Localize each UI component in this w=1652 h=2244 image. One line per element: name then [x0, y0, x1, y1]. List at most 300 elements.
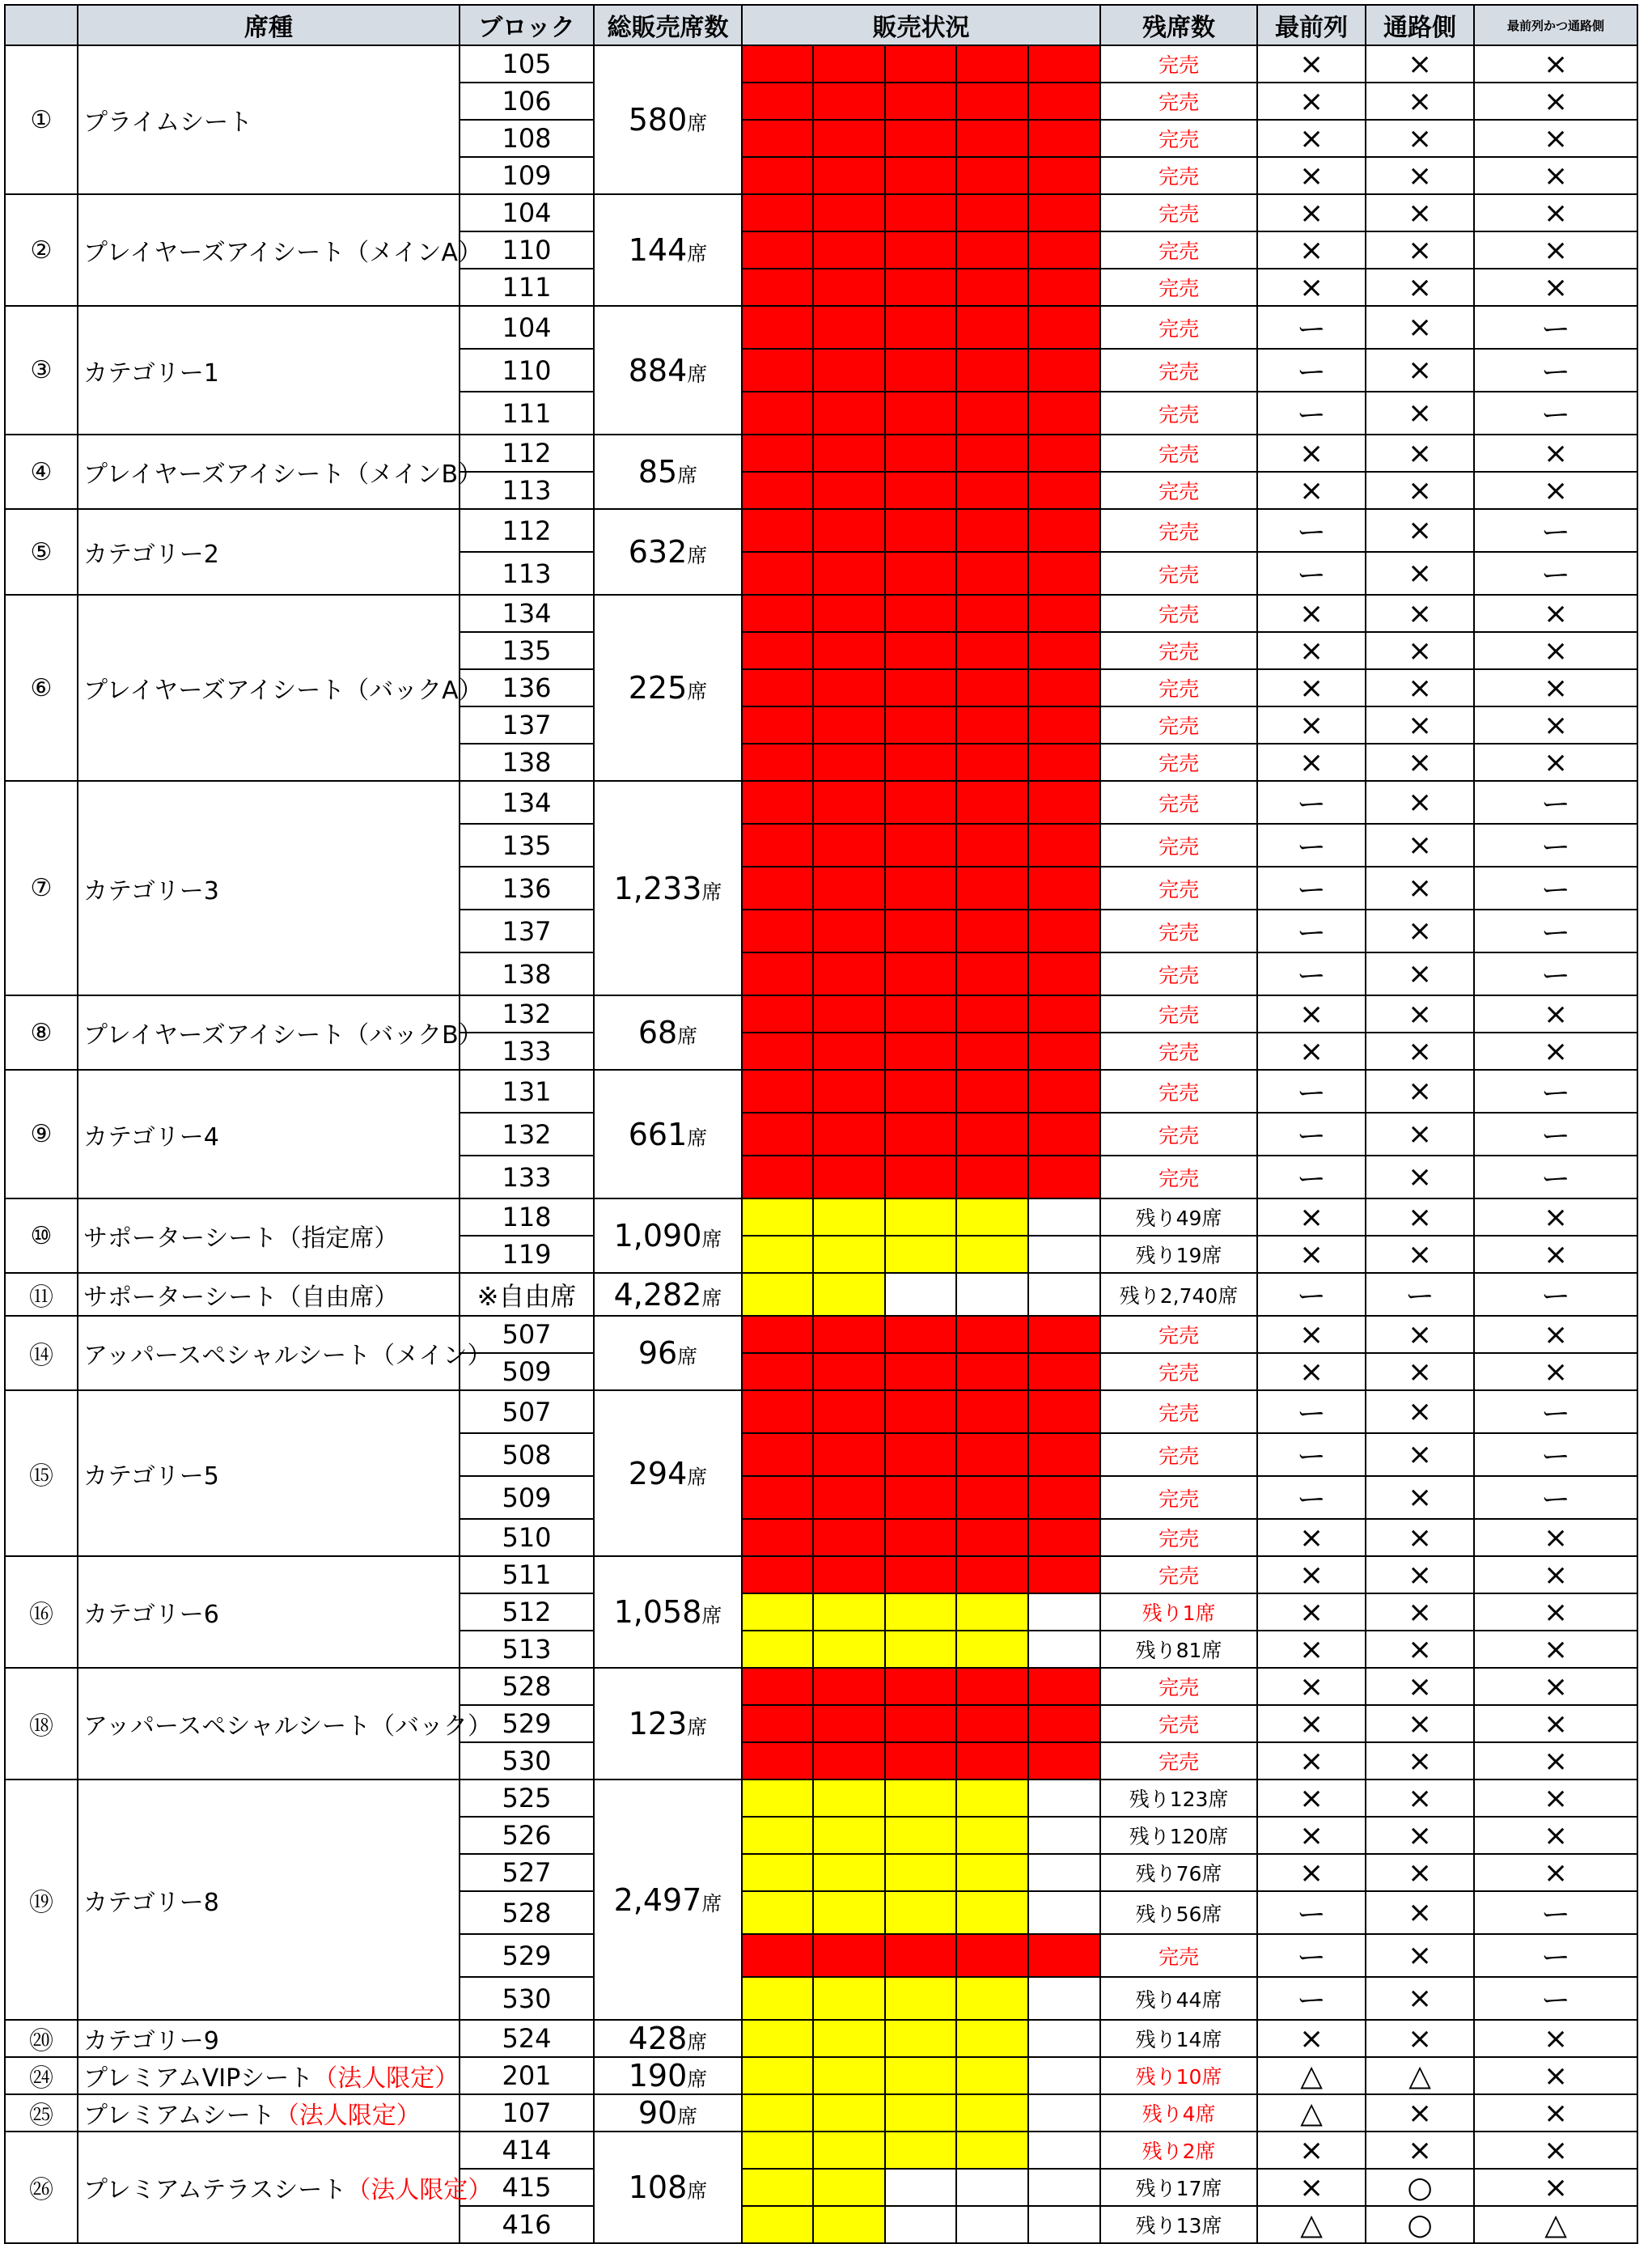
- aisle-mark: ×: [1366, 1817, 1474, 1854]
- status-cell: [885, 2057, 956, 2094]
- status-cell: [813, 867, 885, 910]
- front-row-mark: ×: [1257, 157, 1366, 194]
- remaining-seats: 完売: [1100, 867, 1257, 910]
- remaining-seats: 完売: [1100, 952, 1257, 995]
- status-cell: [1028, 1854, 1100, 1891]
- status-cell: [813, 595, 885, 632]
- total-seats-cell: [594, 435, 742, 509]
- seat-type-cell: [78, 1390, 460, 1556]
- front-row-mark: ー: [1257, 1977, 1366, 2020]
- status-cell: [742, 2169, 813, 2206]
- status-cell: [1028, 744, 1100, 781]
- aisle-mark: ×: [1366, 824, 1474, 867]
- status-cell: [885, 83, 956, 120]
- status-cell: [885, 910, 956, 952]
- status-cell: [956, 2094, 1028, 2132]
- remaining-seats: 完売: [1100, 1390, 1257, 1433]
- status-cell: [885, 120, 956, 157]
- remaining-seats: 完売: [1100, 231, 1257, 269]
- seat-type-cell: [78, 2057, 460, 2094]
- aisle-mark: ×: [1366, 952, 1474, 995]
- header-total: 総販売席数: [594, 5, 742, 45]
- status-cell: [956, 744, 1028, 781]
- seat-number: ⑱: [5, 1668, 78, 1780]
- header-num: [5, 5, 78, 45]
- front-row-mark: ×: [1257, 1593, 1366, 1631]
- front-row-mark: ー: [1257, 509, 1366, 552]
- remaining-seats: 残り2,740席: [1100, 1273, 1257, 1316]
- status-cell: [956, 1556, 1028, 1593]
- aisle-mark: ×: [1366, 1780, 1474, 1817]
- front-aisle-mark: ×: [1474, 1742, 1637, 1780]
- seat-type-name: プレイヤーズアイシート（メインA）: [83, 239, 483, 267]
- seat-number: ⑨: [5, 1070, 78, 1198]
- total-seats-cell: [594, 2057, 742, 2094]
- block-number: 507: [460, 1316, 594, 1353]
- status-cell: [885, 1433, 956, 1476]
- status-cell: [813, 1390, 885, 1433]
- status-cell: [742, 472, 813, 509]
- remaining-seats: 完売: [1100, 669, 1257, 706]
- seat-type-name: カテゴリー5: [83, 1461, 219, 1491]
- header-aisle: 通路側: [1366, 5, 1474, 45]
- total-seats-unit: 席: [701, 1228, 722, 1251]
- block-number: 138: [460, 744, 594, 781]
- status-cell: [1028, 1390, 1100, 1433]
- total-seats-value: 96: [638, 1335, 678, 1371]
- remaining-seats: 完売: [1100, 509, 1257, 552]
- front-aisle-mark: ×: [1474, 1854, 1637, 1891]
- remaining-seats: 完売: [1100, 349, 1257, 392]
- block-number: 414: [460, 2132, 594, 2169]
- front-aisle-mark: ー: [1474, 910, 1637, 952]
- total-seats-value: 1,058: [613, 1594, 702, 1630]
- total-seats-unit: 席: [677, 1024, 698, 1048]
- block-number: 119: [460, 1236, 594, 1273]
- status-cell: [742, 1780, 813, 1817]
- front-aisle-mark: ー: [1474, 867, 1637, 910]
- status-cell: [885, 1668, 956, 1705]
- front-row-mark: ×: [1257, 1316, 1366, 1353]
- table-row: [5, 45, 1637, 83]
- total-seats-value: 225: [628, 670, 688, 706]
- status-cell: [813, 952, 885, 995]
- status-cell: [813, 1198, 885, 1236]
- block-number: 110: [460, 231, 594, 269]
- status-cell: [813, 2206, 885, 2243]
- total-seats-unit: 席: [687, 2179, 708, 2203]
- total-seats-unit: 席: [687, 1126, 708, 1150]
- aisle-mark: ×: [1366, 1742, 1474, 1780]
- front-row-mark: ー: [1257, 781, 1366, 824]
- block-number: 113: [460, 552, 594, 595]
- header-seat-type: 席種: [78, 5, 460, 45]
- status-cell: [885, 2206, 956, 2243]
- status-cell: [1028, 1113, 1100, 1156]
- front-aisle-mark: ×: [1474, 1236, 1637, 1273]
- status-cell: [885, 669, 956, 706]
- status-cell: [1028, 1668, 1100, 1705]
- status-cell: [1028, 1705, 1100, 1742]
- aisle-mark: △: [1366, 2057, 1474, 2094]
- table-row: [5, 1668, 1637, 1705]
- status-cell: [1028, 1519, 1100, 1556]
- total-seats-cell: [594, 1390, 742, 1556]
- header-front-row: 最前列: [1257, 5, 1366, 45]
- total-seats-cell: [594, 595, 742, 781]
- front-row-mark: ×: [1257, 269, 1366, 306]
- status-cell: [1028, 1198, 1100, 1236]
- total-seats-unit: 席: [687, 1465, 708, 1489]
- block-number: 524: [460, 2020, 594, 2057]
- front-row-mark: ×: [1257, 632, 1366, 669]
- remaining-seats: 完売: [1100, 1705, 1257, 1742]
- status-cell: [956, 435, 1028, 472]
- front-aisle-mark: ×: [1474, 595, 1637, 632]
- status-cell: [1028, 194, 1100, 231]
- status-cell: [742, 867, 813, 910]
- status-cell: [1028, 824, 1100, 867]
- remaining-seats: 完売: [1100, 435, 1257, 472]
- front-row-mark: ×: [1257, 2169, 1366, 2206]
- front-row-mark: ×: [1257, 1705, 1366, 1742]
- status-cell: [956, 824, 1028, 867]
- status-cell: [742, 83, 813, 120]
- aisle-mark: ×: [1366, 595, 1474, 632]
- status-cell: [956, 1631, 1028, 1668]
- remaining-seats: 残り14席: [1100, 2020, 1257, 2057]
- status-cell: [1028, 1273, 1100, 1316]
- status-cell: [1028, 552, 1100, 595]
- status-cell: [813, 910, 885, 952]
- status-cell: [813, 120, 885, 157]
- status-cell: [1028, 2020, 1100, 2057]
- total-seats-cell: [594, 2020, 742, 2057]
- status-cell: [956, 669, 1028, 706]
- seat-type-cell: [78, 435, 483, 509]
- front-row-mark: ー: [1257, 1113, 1366, 1156]
- front-aisle-mark: ×: [1474, 2094, 1637, 2132]
- status-cell: [813, 669, 885, 706]
- status-cell: [1028, 435, 1100, 472]
- aisle-mark: ×: [1366, 392, 1474, 435]
- status-cell: [885, 306, 956, 349]
- block-number: 528: [460, 1891, 594, 1934]
- front-aisle-mark: ×: [1474, 1316, 1637, 1353]
- status-cell: [813, 2169, 885, 2206]
- seat-type-name: カテゴリー8: [83, 1888, 219, 1917]
- front-row-mark: ×: [1257, 83, 1366, 120]
- table-row: [5, 781, 1637, 824]
- status-cell: [813, 781, 885, 824]
- table-row: [5, 306, 1637, 349]
- status-cell: [885, 1316, 956, 1353]
- status-cell: [1028, 867, 1100, 910]
- aisle-mark: ×: [1366, 306, 1474, 349]
- status-cell: [813, 1668, 885, 1705]
- remaining-seats: 完売: [1100, 1519, 1257, 1556]
- status-cell: [956, 392, 1028, 435]
- aisle-mark: ×: [1366, 1593, 1474, 1631]
- front-row-mark: ×: [1257, 1854, 1366, 1891]
- front-aisle-mark: ×: [1474, 706, 1637, 744]
- status-cell: [813, 472, 885, 509]
- status-cell: [742, 1742, 813, 1780]
- status-cell: [742, 1854, 813, 1891]
- status-cell: [813, 306, 885, 349]
- front-row-mark: ー: [1257, 1433, 1366, 1476]
- status-cell: [956, 1593, 1028, 1631]
- status-cell: [956, 1977, 1028, 2020]
- status-cell: [956, 1113, 1028, 1156]
- remaining-seats: 完売: [1100, 706, 1257, 744]
- aisle-mark: ×: [1366, 1891, 1474, 1934]
- aisle-mark: ×: [1366, 1433, 1474, 1476]
- status-cell: [885, 952, 956, 995]
- seat-type-cell: [78, 1556, 460, 1668]
- aisle-mark: ×: [1366, 1668, 1474, 1705]
- seat-type-cell: [78, 1668, 493, 1780]
- seat-type-name: サポーターシート（自由席）: [83, 1283, 399, 1312]
- aisle-mark: ×: [1366, 1198, 1474, 1236]
- seat-type-name: サポーターシート（指定席）: [83, 1224, 399, 1253]
- remaining-seats: 完売: [1100, 1033, 1257, 1070]
- status-cell: [1028, 269, 1100, 306]
- front-row-mark: ×: [1257, 1780, 1366, 1817]
- status-cell: [885, 552, 956, 595]
- front-row-mark: ×: [1257, 706, 1366, 744]
- front-aisle-mark: ×: [1474, 1519, 1637, 1556]
- total-seats-unit: 席: [687, 362, 708, 386]
- block-number: 110: [460, 349, 594, 392]
- status-cell: [885, 1934, 956, 1977]
- block-number: 109: [460, 157, 594, 194]
- block-number: 111: [460, 392, 594, 435]
- seat-number: ⑩: [5, 1198, 78, 1273]
- status-cell: [956, 1070, 1028, 1113]
- remaining-seats: 完売: [1100, 1070, 1257, 1113]
- seat-type-cell: [78, 2132, 493, 2243]
- total-seats-value: 580: [628, 102, 688, 138]
- status-cell: [956, 2206, 1028, 2243]
- status-cell: [742, 349, 813, 392]
- status-cell: [956, 231, 1028, 269]
- front-aisle-mark: ×: [1474, 1631, 1637, 1668]
- seat-number: ②: [5, 194, 78, 306]
- status-cell: [742, 1316, 813, 1353]
- status-cell: [742, 1631, 813, 1668]
- header-status: 販売状況: [742, 5, 1100, 45]
- seat-type-cell: [78, 1273, 460, 1316]
- total-seats-cell: [594, 2132, 742, 2243]
- remaining-seats: 完売: [1100, 1668, 1257, 1705]
- front-row-mark: ×: [1257, 1742, 1366, 1780]
- aisle-mark: ×: [1366, 1070, 1474, 1113]
- aisle-mark: ×: [1366, 1977, 1474, 2020]
- status-cell: [1028, 1236, 1100, 1273]
- remaining-seats: 残り123席: [1100, 1780, 1257, 1817]
- status-cell: [1028, 83, 1100, 120]
- table-row: [5, 1556, 1637, 1593]
- table-row: [5, 194, 1637, 231]
- seat-number: ㉖: [5, 2132, 78, 2243]
- block-number: 415: [460, 2169, 594, 2206]
- remaining-seats: 残り4席: [1100, 2094, 1257, 2132]
- status-cell: [742, 120, 813, 157]
- status-cell: [742, 1977, 813, 2020]
- status-cell: [885, 595, 956, 632]
- status-cell: [813, 194, 885, 231]
- aisle-mark: ×: [1366, 781, 1474, 824]
- seat-number: ⑯: [5, 1556, 78, 1668]
- front-aisle-mark: ×: [1474, 632, 1637, 669]
- block-number: 529: [460, 1934, 594, 1977]
- status-cell: [742, 781, 813, 824]
- seat-type-cell: [78, 2094, 460, 2132]
- table-row: [5, 2020, 1637, 2057]
- status-cell: [1028, 1780, 1100, 1817]
- aisle-mark: ー: [1366, 1273, 1474, 1316]
- status-cell: [885, 1273, 956, 1316]
- table-row: [5, 1273, 1637, 1316]
- total-seats-value: 190: [628, 2058, 688, 2093]
- status-cell: [742, 1033, 813, 1070]
- status-cell: [956, 1236, 1028, 1273]
- status-cell: [742, 2206, 813, 2243]
- status-cell: [885, 1817, 956, 1854]
- status-cell: [813, 1891, 885, 1934]
- seat-type-name: プレイヤーズアイシート（メインB）: [83, 460, 483, 489]
- remaining-seats: 完売: [1100, 824, 1257, 867]
- front-aisle-mark: ー: [1474, 1156, 1637, 1198]
- aisle-mark: ×: [1366, 120, 1474, 157]
- front-aisle-mark: ー: [1474, 392, 1637, 435]
- front-row-mark: ー: [1257, 824, 1366, 867]
- status-cell: [956, 910, 1028, 952]
- front-row-mark: ×: [1257, 1631, 1366, 1668]
- status-cell: [1028, 120, 1100, 157]
- aisle-mark: ×: [1366, 744, 1474, 781]
- status-cell: [1028, 1934, 1100, 1977]
- status-cell: [956, 349, 1028, 392]
- status-cell: [956, 2132, 1028, 2169]
- status-cell: [742, 669, 813, 706]
- status-cell: [1028, 1476, 1100, 1519]
- total-seats-cell: [594, 995, 742, 1070]
- block-number: 106: [460, 83, 594, 120]
- status-cell: [813, 269, 885, 306]
- block-number: 104: [460, 194, 594, 231]
- aisle-mark: ×: [1366, 435, 1474, 472]
- status-cell: [885, 509, 956, 552]
- remaining-seats: 完売: [1100, 552, 1257, 595]
- front-row-mark: ×: [1257, 1198, 1366, 1236]
- aisle-mark: ○: [1366, 2169, 1474, 2206]
- status-cell: [742, 744, 813, 781]
- aisle-mark: ×: [1366, 157, 1474, 194]
- block-number: 136: [460, 669, 594, 706]
- status-cell: [956, 1854, 1028, 1891]
- status-cell: [1028, 1891, 1100, 1934]
- status-cell: [742, 2132, 813, 2169]
- total-seats-value: 1,233: [613, 870, 702, 906]
- status-cell: [742, 1668, 813, 1705]
- table-row: [5, 595, 1637, 632]
- seat-type-name: カテゴリー2: [83, 541, 219, 569]
- status-cell: [956, 781, 1028, 824]
- seat-type-name: プレミアムシート: [83, 2102, 275, 2130]
- status-cell: [885, 231, 956, 269]
- status-cell: [813, 1705, 885, 1742]
- total-seats-value: 661: [628, 1116, 688, 1152]
- total-seats-cell: [594, 781, 742, 995]
- seat-type-cell: [78, 1316, 492, 1390]
- seat-number: ⑤: [5, 509, 78, 595]
- seat-type-name: カテゴリー1: [83, 358, 219, 388]
- status-cell: [813, 1934, 885, 1977]
- aisle-mark: ×: [1366, 1854, 1474, 1891]
- remaining-seats: 残り10席: [1100, 2057, 1257, 2094]
- status-cell: [813, 995, 885, 1033]
- remaining-seats: 残り49席: [1100, 1198, 1257, 1236]
- aisle-mark: ×: [1366, 1705, 1474, 1742]
- total-seats-value: 1,090: [613, 1218, 702, 1254]
- status-cell: [956, 952, 1028, 995]
- total-seats-value: 2,497: [613, 1881, 702, 1918]
- seat-type-name: カテゴリー9: [83, 2027, 219, 2055]
- header-block: ブロック: [460, 5, 594, 45]
- front-row-mark: △: [1257, 2206, 1366, 2243]
- status-cell: [742, 1113, 813, 1156]
- front-row-mark: ー: [1257, 349, 1366, 392]
- front-aisle-mark: ×: [1474, 2169, 1637, 2206]
- table-row: [5, 1070, 1637, 1113]
- status-cell: [813, 1780, 885, 1817]
- status-cell: [813, 1273, 885, 1316]
- status-cell: [885, 349, 956, 392]
- status-cell: [956, 120, 1028, 157]
- status-cell: [956, 194, 1028, 231]
- status-cell: [885, 157, 956, 194]
- status-cell: [742, 2057, 813, 2094]
- seat-number: ㉔: [5, 2057, 78, 2094]
- status-cell: [1028, 2094, 1100, 2132]
- status-cell: [1028, 1353, 1100, 1390]
- status-cell: [885, 1236, 956, 1273]
- remaining-seats: 完売: [1100, 632, 1257, 669]
- table-row: [5, 2057, 1637, 2094]
- front-aisle-mark: ー: [1474, 1934, 1637, 1977]
- status-cell: [742, 632, 813, 669]
- front-row-mark: ×: [1257, 435, 1366, 472]
- status-cell: [742, 824, 813, 867]
- front-row-mark: ×: [1257, 2020, 1366, 2057]
- status-cell: [885, 744, 956, 781]
- status-cell: [885, 1742, 956, 1780]
- seat-type-name: カテゴリー4: [83, 1122, 219, 1152]
- seat-type-cell: [78, 995, 483, 1070]
- status-cell: [1028, 1316, 1100, 1353]
- aisle-mark: ×: [1366, 45, 1474, 83]
- block-number: 530: [460, 1977, 594, 2020]
- remaining-seats: 完売: [1100, 781, 1257, 824]
- status-cell: [885, 1891, 956, 1934]
- front-row-mark: ×: [1257, 1556, 1366, 1593]
- remaining-seats: 残り76席: [1100, 1854, 1257, 1891]
- front-aisle-mark: ×: [1474, 1817, 1637, 1854]
- aisle-mark: ×: [1366, 1390, 1474, 1433]
- front-row-mark: ×: [1257, 995, 1366, 1033]
